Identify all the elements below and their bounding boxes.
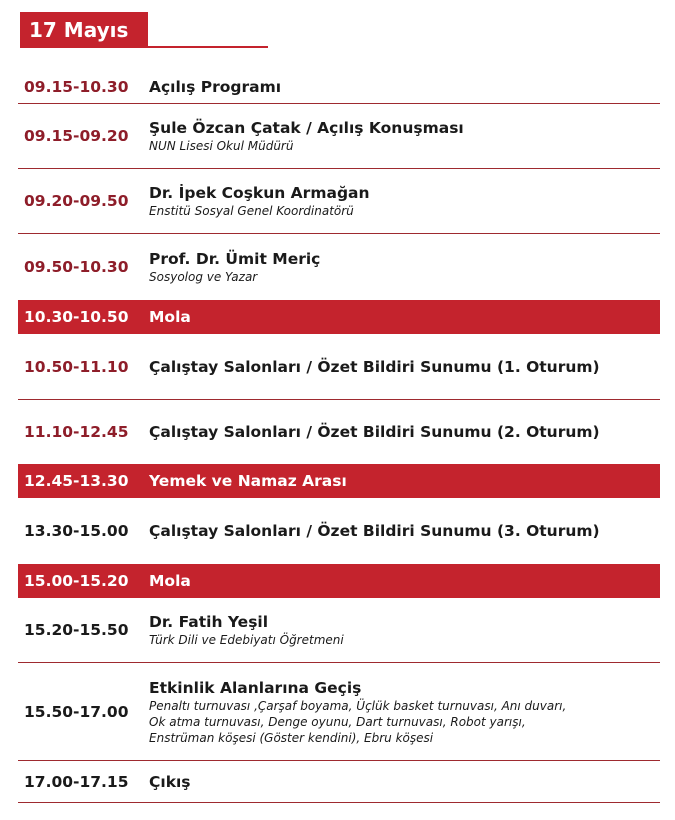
row-time: 17.00-17.15 [24, 772, 129, 791]
row-title: Açılış Programı [149, 77, 282, 96]
row-time: 15.50-17.00 [24, 702, 129, 721]
row-time: 10.30-10.50 [24, 308, 129, 326]
row-title: Çalıştay Salonları / Özet Bildiri Sunumu (2. Oturum) [149, 423, 600, 441]
row-subtitle: Türk Dili ve Edebiyatı Öğretmeni [149, 633, 344, 647]
row-time: 10.50-11.10 [24, 357, 129, 376]
row-time: 15.00-15.20 [24, 572, 129, 590]
row-title: Dr. Fatih Yeşil [149, 613, 269, 631]
row-time: 11.10-12.45 [24, 423, 129, 441]
break-row [18, 564, 660, 598]
row-subtitle: Sosyolog ve Yazar [149, 270, 258, 284]
schedule-row [18, 169, 660, 234]
row-title: Mola [149, 572, 191, 590]
row-time: 13.30-15.00 [24, 522, 129, 540]
schedule-row [18, 663, 660, 761]
row-time: 09.50-10.30 [24, 258, 129, 276]
row-title: Şule Özcan Çatak / Açılış Konuşması [149, 119, 464, 137]
row-time: 09.15-09.20 [24, 127, 129, 145]
schedule-row [18, 498, 660, 564]
row-subtitle: Enstitü Sosyal Genel Koordinatörü [149, 204, 354, 218]
day-header: 17 Mayıs [20, 12, 148, 48]
row-title: Dr. İpek Coşkun Armağan [149, 184, 370, 202]
row-title: Çıkış [149, 772, 191, 791]
row-title: Yemek ve Namaz Arası [149, 472, 347, 490]
break-row [18, 300, 660, 334]
schedule-row [18, 104, 660, 169]
row-time: 15.20-15.50 [24, 621, 129, 639]
schedule-row [18, 598, 660, 663]
row-title: Prof. Dr. Ümit Meriç [149, 250, 321, 268]
row-subtitle-line: Ok atma turnuvası, Denge oyunu, Dart turnuvası, Robot yarışı, [149, 714, 526, 729]
row-subtitle-line: Enstrüman köşesi (Göster kendini), Ebru köşesi [149, 730, 434, 745]
day-header-underline [20, 46, 268, 48]
row-title: Etkinlik Alanlarına Geçiş [149, 678, 362, 697]
row-title: Çalıştay Salonları / Özet Bildiri Sunumu (1. Oturum) [149, 357, 600, 376]
schedule-row [18, 334, 660, 400]
break-row [18, 464, 660, 498]
schedule-row [18, 70, 660, 104]
schedule-row [18, 234, 660, 300]
row-title: Çalıştay Salonları / Özet Bildiri Sunumu (3. Oturum) [149, 522, 600, 540]
schedule-row [18, 761, 660, 803]
row-title: Mola [149, 308, 191, 326]
row-subtitle-line: Penaltı turnuvası ,Çarşaf boyama, Üçlük basket turnuvası, Anı duvarı, [149, 698, 567, 713]
row-time: 09.20-09.50 [24, 192, 129, 210]
schedule-row [18, 400, 660, 464]
row-time: 09.15-10.30 [24, 77, 129, 96]
row-subtitle: NUN Lisesi Okul Müdürü [149, 139, 294, 153]
row-time: 12.45-13.30 [24, 472, 129, 490]
